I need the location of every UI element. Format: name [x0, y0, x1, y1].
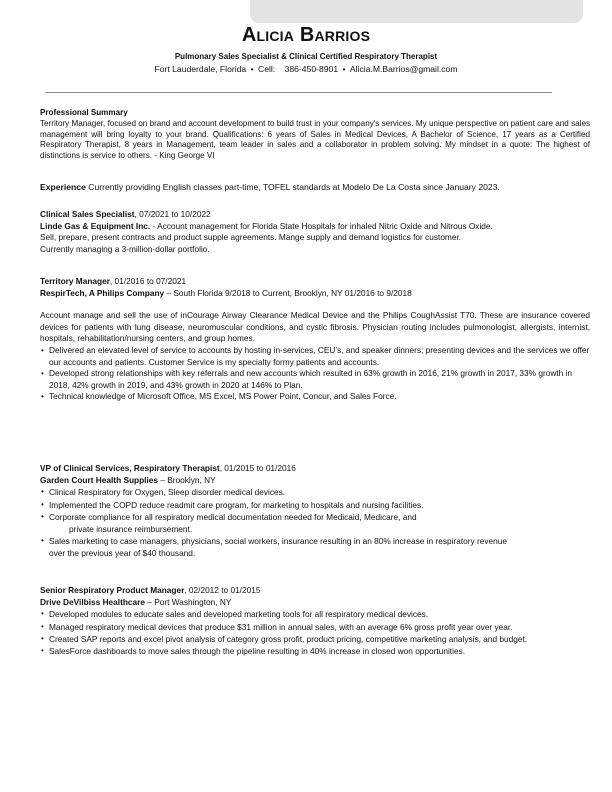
- experience-intro-text: Currently providing English classes part-time, TOFEL standards at Modelo De La Costa since January 2023.: [88, 182, 500, 192]
- candidate-name: Alicia Barrios: [241, 24, 371, 46]
- job-title-line: [40, 276, 590, 288]
- summary-section: [40, 108, 590, 162]
- bullet-item: • Implemented the COPD reduce readmit care program, for marketing to hospitals and nursing facilities.: [40, 499, 590, 511]
- job-title-line: [40, 584, 590, 596]
- job-company-detail: - Account management for Florida State Hospitals for inhaled Nitric Oxide and Nitrous Oxide.: [150, 220, 493, 231]
- bullet-item: [40, 511, 590, 535]
- job-company-line: [40, 596, 590, 608]
- email-link[interactable]: Alicia.M.Barrios@gmail.com: [349, 64, 458, 74]
- job-description: Account manage and sell the use of inCourage Airway Clearance Medical Device and the Philips CoughAssist T70. These are insurance covered devices for patients with lung disease, neuromuscular conditions, and cystic fibrosis. Physician routing includes pulmonologist, allergists, internist, hospitals, rehabilitation/nursing centers, and group homes.: [40, 310, 590, 344]
- job-company-detail: – South Florida 9/2018 to Current, Brooklyn, NY 01/2016 to 9/2018: [164, 287, 412, 298]
- summary-text: Territory Manager, focused on brand and account development to build trust in your company's services. My unique perspective on patient care and sales management will bring loyalty to your brand. Qualifications: 6 years of Sales in Medical Devices, A Bachelor of Science, 17 years as a Certified Respiratory Therapist, 8 years in Management, team leader in sales and a collaborator in problem solving. My mindset in a quote: The highest of distinctions is service to others. - King George VI: [40, 118, 590, 161]
- bullet-item: • Managed respiratory medical devices that produce $31 million in annual sales, with an average 6% gross profit year over year.: [40, 621, 590, 633]
- separator-dot: •: [342, 64, 346, 74]
- cell-label: Cell:: [258, 64, 276, 74]
- job-territory-manager: [40, 276, 590, 403]
- job-company-detail: – Brooklyn, NY: [158, 475, 216, 486]
- candidate-subtitle: Pulmonary Sales Specialist & Clinical Certified Respiratory Therapist: [174, 52, 438, 61]
- job-title-line: [40, 209, 590, 221]
- bullet-item: • SalesForce dashboards to move sales through the pipeline resulting in 40% increase in closed won opportunities.: [40, 645, 590, 657]
- bullet-item: • Created SAP reports and excel pivot analysis of category gross profit, product pricing, competitive marketing analysis, and budget.: [40, 633, 590, 645]
- header-decoration-tab: [250, 0, 583, 23]
- job-company-line: [40, 474, 590, 486]
- job-vp-clinical-services: [40, 462, 590, 560]
- job-bullets: [40, 345, 590, 403]
- job-company: Drive DeVilbiss Healthcare: [40, 597, 145, 608]
- job-company: RespirTech, A Philips Company: [40, 287, 165, 298]
- job-dates: , 07/2021 to 10/2022: [134, 209, 211, 219]
- job-title: Senior Respiratory Product Manager: [40, 585, 185, 595]
- bullet-item: • Technical knowledge of Microsoft Office, MS Excel, MS Power Point, Concur, and Sales Force.: [40, 391, 590, 403]
- bullet-continuation: private insurance reimbursement.: [69, 524, 193, 535]
- job-line: Currently managing a 3-million-dollar portfolio.: [40, 243, 210, 254]
- bullet-item: • Delivered an elevated level of service to accounts by hosting in-services, CEU’s, and speaker dinners; presenting devices and the services we offer our accounts and patients. Customer Service is my specialty formy patients and accounts.: [40, 345, 590, 368]
- job-title: Territory Manager: [40, 276, 110, 286]
- phone-number[interactable]: 386-450-8901: [284, 64, 339, 74]
- job-line: Sell, prepare, present contracts and product supple agreements. Mange supply and demand logistics for customer.: [40, 232, 462, 243]
- job-bullets: [40, 486, 590, 559]
- job-company-detail: – Port Washington, NY: [145, 597, 232, 608]
- job-title: Clinical Sales Specialist: [40, 209, 135, 219]
- job-senior-product-manager: [40, 584, 590, 657]
- bullet-item: • Clinical Respiratory for Oxygen, Sleep disorder medical devices.: [40, 486, 590, 498]
- bullet-item: • Developed modules to educate sales and developed marketing tools for all respiratory medical devices.: [40, 608, 590, 620]
- job-clinical-sales-specialist: [40, 209, 590, 255]
- job-company-line: [40, 221, 590, 233]
- experience-heading: Experience: [40, 182, 86, 192]
- header-divider: [45, 92, 552, 93]
- separator-dot: •: [250, 64, 254, 74]
- job-title: VP of Clinical Services, Respiratory Therapist: [40, 463, 220, 473]
- summary-heading: Professional Summary: [40, 108, 128, 117]
- job-dates: , 02/2012 to 01/2015: [184, 585, 261, 595]
- experience-intro: [40, 182, 590, 193]
- bullet-text: Corporate compliance for all respiratory medical documentation needed for Medicaid, Medicare, and: [49, 511, 417, 522]
- job-title-line: [40, 462, 590, 474]
- job-dates: , 01/2016 to 07/2021: [109, 276, 187, 286]
- bullet-item: • Sales marketing to case managers, physicians, social workers, insurance resulting in an 80% increase in respiratory revenue over the previous year of $40 thousand.: [40, 535, 519, 559]
- location: Fort Lauderdale, Florida: [154, 64, 247, 74]
- job-company: Linde Gas & Equipment Inc.: [40, 220, 151, 231]
- contact-line: [0, 64, 612, 74]
- job-company-line: [40, 288, 590, 300]
- bullet-item: • Developed strong relationships with key referrals and new accounts which resulted in 63% growth in 2016, 21% growth in 2017, 33% growth in 2018, 42% growth in 2019, and 43% growth in 2020 at 146% to Plan.: [40, 368, 590, 391]
- job-bullets: [40, 608, 590, 657]
- job-company: Garden Court Health Supplies: [40, 475, 159, 486]
- job-dates: , 01/2015 to 01/2016: [219, 463, 296, 473]
